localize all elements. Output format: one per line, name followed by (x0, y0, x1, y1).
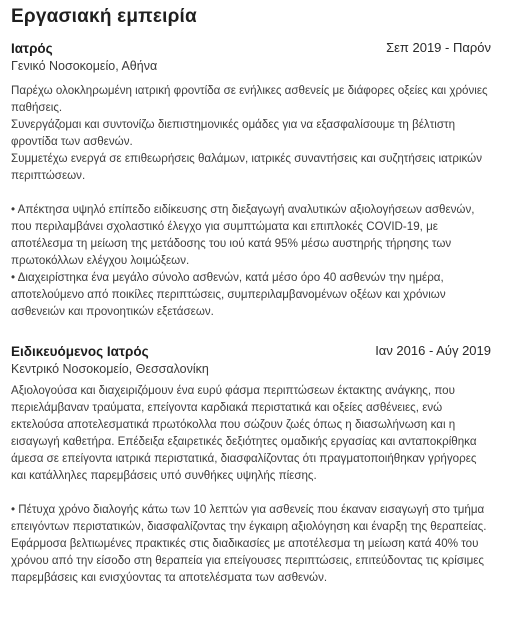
job-description-line: Συμμετέχω ενεργά σε επιθεωρήσεις θαλάμων, ιατρικές συναντήσεις και συζητήσεις ιατρικών περιπτώσεων. (11, 152, 483, 182)
job-dates: Σεπ 2019 - Παρόν (386, 40, 491, 55)
job-entry (11, 40, 491, 320)
section-title: Εργασιακή εμπειρία (11, 6, 197, 27)
job-title: Ειδικευόμενος Ιατρός (11, 344, 149, 359)
job-header (11, 40, 491, 58)
job-title: Ιατρός (11, 41, 53, 56)
job-employer: Γενικό Νοσοκομείο, Αθήνα (11, 59, 158, 73)
achievement-item: • Πέτυχα χρόνο διαλογής κάτω των 10 λεπτών για ασθενείς που έκαναν εισαγωγή στο τμήμα επειγόντων περιστατικών, διασφαλίζοντας την έγκαιρη αξιολόγηση και έναρξη της θεραπείας. Εφάρμοσα βελτιωμένες πρακτικές στις διαδικασίες με αποτέλεσμα τη μείωση κατά 40% του χρόνου από την είσοδο στη θεραπεία για επείγουσες περιπτώσεις, επιτεύδοντας τις κρίσιμες παρεμβάσεις και ενισχύοντας τα αποτελέσματα των ασθενών. (11, 503, 487, 584)
achievement-item: • Διαχειρίστηκα ένα μεγάλο σύνολο ασθενών, κατά μέσο όρο 40 ασθενών την ημέρα, αποτελούμενο από ποικίλες περιπτώσεις, συμπεριλαμβανομένων οξέων και χρόνιων ασθενειών και προνοητικών εξετάσεων. (11, 271, 446, 318)
job-description-line: Παρέχω ολοκληρωμένη ιατρική φροντίδα σε ενήλικες ασθενείς με διάφορες οξείες και χρόνιες παθήσεις. (11, 84, 488, 114)
job-employer: Κεντρικό Νοσοκομείο, Θεσσαλονίκη (11, 362, 209, 376)
job-header (11, 343, 491, 361)
job-dates: Ιαν 2016 - Αύγ 2019 (375, 343, 491, 358)
job-description-line: Αξιολογούσα και διαχειριζόμουν ένα ευρύ φάσμα περιπτώσεων έκτακτης ανάγκης, που περιελάμβαναν τραύματα, επείγοντα καρδιακά περιστατικά και οξείες ασθένειες, ενώ εκτελούσα αποτελεσματικά πρωτόκολλα που σώζουν ζωές όπως η διασωλήνωση και η εισαγωγή καθετήρα. Επέδειξα εξαιρετικές δεξιότητες ομαδικής εργασίας και ανταποκρίθηκα άμεσα σε επείγοντα ιατρικά περιστατικά, διασφαλίζοντας ότι πραγματοποιήθηκαν γρήγορες και κατάλληλες παρεμβάσεις υπό συνθήκες υψηλής πίεσης. (11, 384, 477, 482)
achievement-item: • Απέκτησα υψηλό επίπεδο ειδίκευσης στη διεξαγωγή αναλυτικών αξιολογήσεων ασθενών, που περιλαμβάνει σχολαστικό έλεγχο για συμπτώματα και επιπλοκές COVID-19, με αποτέλεσμα τη μείωση της μετάδοσης του ιού κατά 95% μέσω αυστηρής τήρησης των πρωτοκόλλων ελέγχου λοιμώξεων. (11, 203, 475, 267)
job-entry (11, 343, 491, 586)
job-description-line: Συνεργάζομαι και συντονίζω διεπιστημονικές ομάδες για να εξασφαλίσουμε τη βέλτιστη φροντίδα των ασθενών. (11, 118, 456, 148)
